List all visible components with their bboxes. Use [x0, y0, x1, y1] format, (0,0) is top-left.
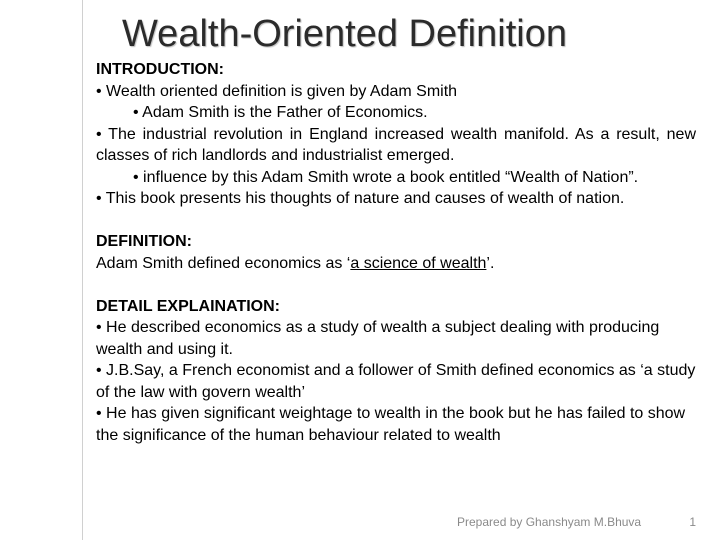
intro-sub-bullet-2: • influence by this Adam Smith wrote a book entitled “Wealth of Nation”.: [133, 168, 639, 186]
intro-bullet-3: • This book presents his thoughts of nature and causes of wealth of nation.: [96, 190, 625, 207]
left-divider-line: [82, 0, 83, 540]
introduction-heading: INTRODUCTION:: [96, 61, 224, 78]
slide-title: Wealth-Oriented Definition: [122, 13, 567, 55]
intro-sub-bullet-1: • Adam Smith is the Father of Economics.: [133, 104, 428, 121]
spacer: [96, 210, 696, 232]
slide-page-number: 1: [689, 515, 696, 529]
definition-heading: DEFINITION:: [96, 233, 192, 250]
spacer: [96, 274, 696, 296]
slide-body: [96, 59, 696, 446]
detail-bullet-3: • He has given significant weightage to wealth in the book but he has failed to show the significance of the human behaviour related to wealth: [96, 405, 686, 444]
definition-underlined-phrase: a science of wealth: [350, 254, 487, 272]
detail-bullet-2: • J.B.Say, a French economist and a follower of Smith defined economics as ‘a study of the law with govern wealth’: [96, 362, 696, 401]
footer-author: Prepared by Ghanshyam M.Bhuva: [457, 515, 642, 529]
definition-text: [96, 253, 696, 275]
detail-bullet-1: • He described economics as a study of wealth a subject dealing with producing wealth and using it.: [96, 319, 660, 358]
intro-bullet-1: • Wealth oriented definition is given by Adam Smith: [96, 82, 458, 100]
definition-text-prefix: Adam Smith defined economics as ‘: [96, 254, 351, 272]
intro-bullet-2: • The industrial revolution in England increased wealth manifold. As a result, new classes of rich landlords and industrialist emerged.: [96, 125, 696, 164]
definition-text-suffix: ’.: [486, 254, 495, 272]
detail-heading: DETAIL EXPLAINATION:: [96, 297, 280, 315]
